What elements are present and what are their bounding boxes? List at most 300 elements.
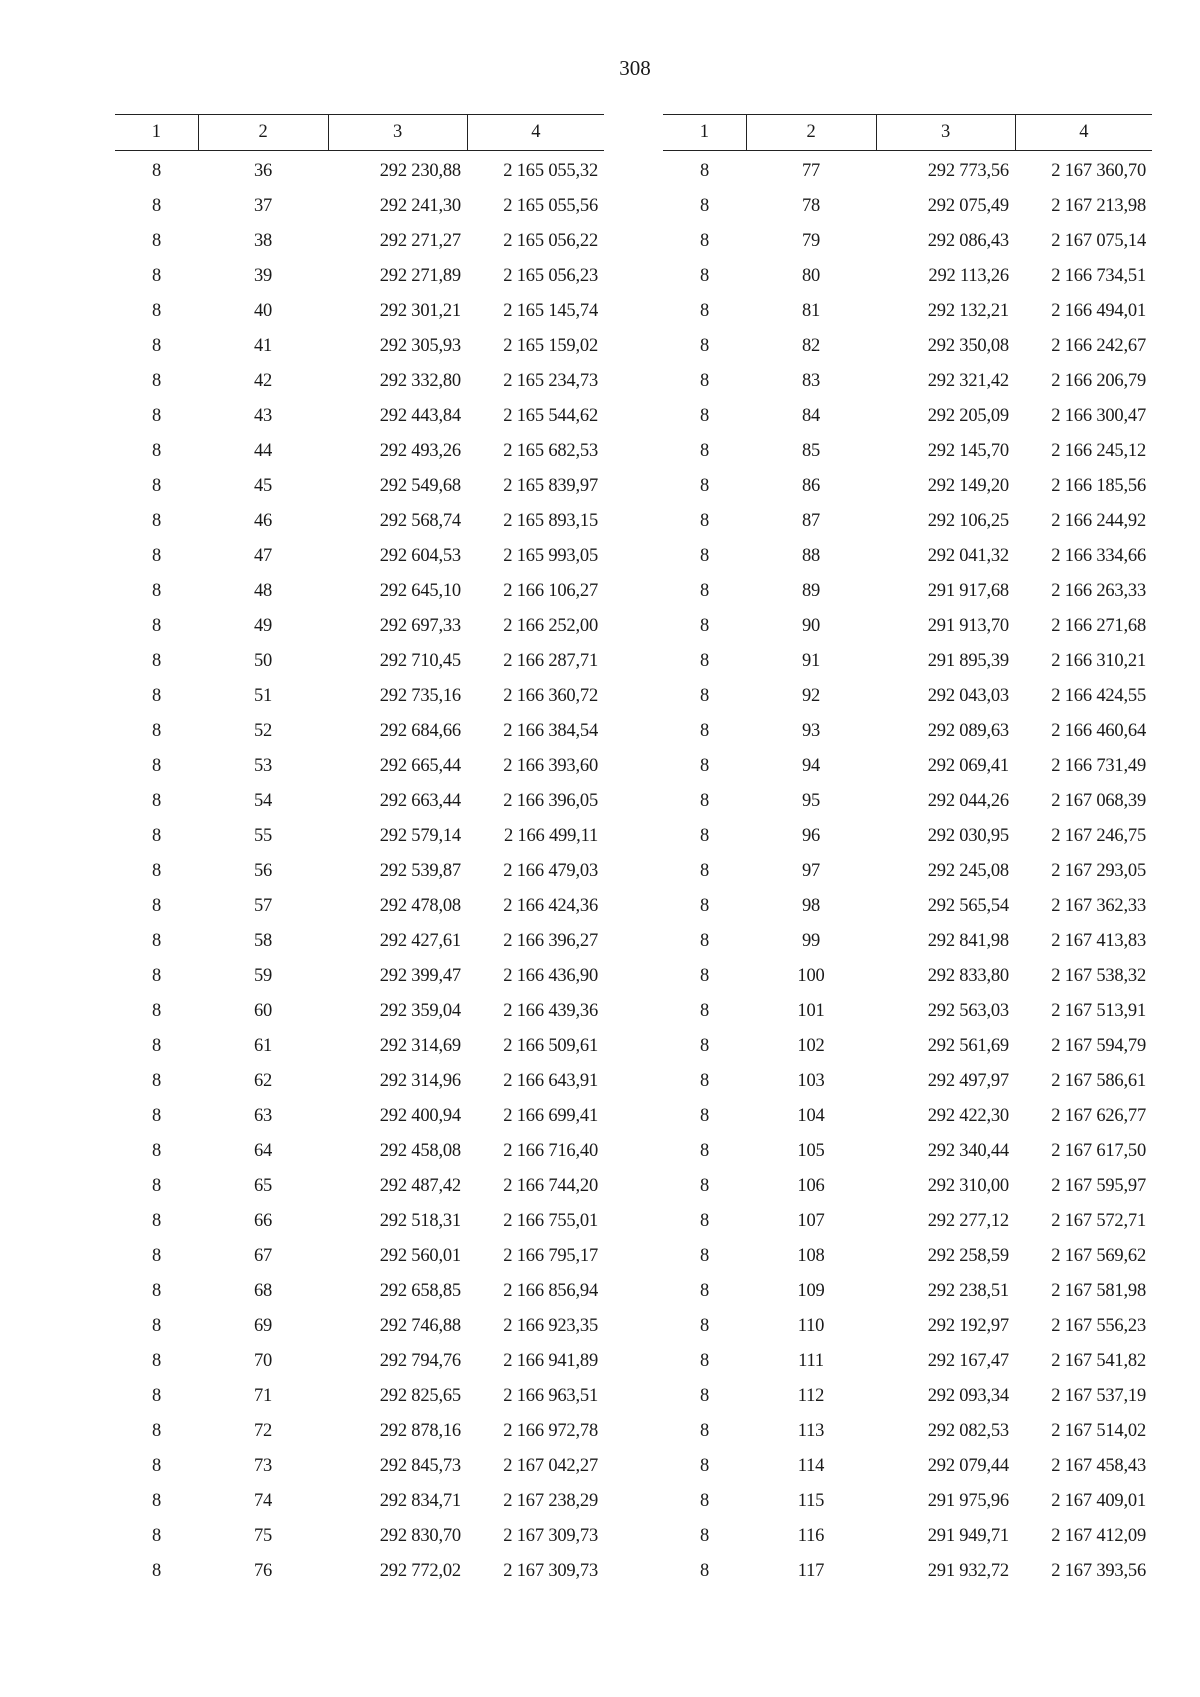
cell-col-2: 86 bbox=[801, 476, 821, 496]
cell-col-3: 292 310,00 bbox=[927, 1176, 1009, 1196]
cell-col-1: 8 bbox=[699, 616, 710, 636]
cell-col-2: 68 bbox=[253, 1281, 273, 1301]
table-row bbox=[663, 469, 1152, 504]
cell-col-3: 292 710,45 bbox=[379, 651, 461, 671]
cell-col-3: 292 332,80 bbox=[379, 371, 461, 391]
header-col-2: 2 bbox=[746, 115, 876, 151]
table-row bbox=[663, 504, 1152, 539]
cell-col-1: 8 bbox=[151, 371, 162, 391]
cell-col-1: 8 bbox=[699, 1316, 710, 1336]
cell-col-3: 292 568,74 bbox=[379, 511, 461, 531]
cell-col-3: 292 350,08 bbox=[927, 336, 1009, 356]
header-col-1: 1 bbox=[663, 115, 746, 151]
cell-col-1: 8 bbox=[151, 1141, 162, 1161]
cell-col-3: 292 314,69 bbox=[379, 1036, 461, 1056]
cell-col-4: 2 166 963,51 bbox=[503, 1386, 598, 1406]
table-row bbox=[663, 574, 1152, 609]
cell-col-4: 2 166 699,41 bbox=[503, 1106, 598, 1126]
cell-col-2: 57 bbox=[253, 896, 273, 916]
cell-col-4: 2 166 252,00 bbox=[503, 616, 598, 636]
cell-col-1: 8 bbox=[151, 196, 162, 216]
cell-col-3: 292 458,08 bbox=[379, 1141, 461, 1161]
table-row bbox=[115, 574, 604, 609]
cell-col-1: 8 bbox=[151, 1491, 162, 1511]
cell-col-4: 2 167 413,83 bbox=[1051, 931, 1146, 951]
cell-col-4: 2 167 409,01 bbox=[1051, 1491, 1146, 1511]
table-row bbox=[115, 189, 604, 224]
cell-col-3: 292 044,26 bbox=[927, 791, 1009, 811]
cell-col-3: 292 772,02 bbox=[379, 1561, 461, 1581]
cell-col-3: 292 271,89 bbox=[379, 266, 461, 286]
table-row bbox=[663, 294, 1152, 329]
cell-col-4: 2 166 263,33 bbox=[1051, 581, 1146, 601]
table-row bbox=[115, 854, 604, 889]
cell-col-1: 8 bbox=[699, 1001, 710, 1021]
coordinates-table-right bbox=[663, 114, 1152, 1589]
cell-col-4: 2 167 075,14 bbox=[1051, 231, 1146, 251]
cell-col-1: 8 bbox=[151, 1421, 162, 1441]
table-row bbox=[663, 1554, 1152, 1589]
table-row bbox=[115, 399, 604, 434]
cell-col-4: 2 167 581,98 bbox=[1051, 1281, 1146, 1301]
cell-col-2: 51 bbox=[253, 686, 273, 706]
cell-col-4: 2 165 145,74 bbox=[503, 301, 598, 321]
cell-col-1: 8 bbox=[151, 1281, 162, 1301]
cell-col-3: 292 563,03 bbox=[927, 1001, 1009, 1021]
cell-col-2: 78 bbox=[801, 196, 821, 216]
cell-col-1: 8 bbox=[699, 336, 710, 356]
cell-col-4: 2 165 055,56 bbox=[503, 196, 598, 216]
cell-col-4: 2 167 537,19 bbox=[1051, 1386, 1146, 1406]
cell-col-3: 292 773,56 bbox=[927, 161, 1009, 181]
cell-col-1: 8 bbox=[151, 511, 162, 531]
cell-col-1: 8 bbox=[699, 1176, 710, 1196]
table-header bbox=[663, 115, 1152, 151]
cell-col-2: 63 bbox=[253, 1106, 273, 1126]
cell-col-2: 110 bbox=[797, 1316, 825, 1336]
cell-col-4: 2 166 479,03 bbox=[503, 861, 598, 881]
cell-col-1: 8 bbox=[699, 896, 710, 916]
cell-col-2: 46 bbox=[253, 511, 273, 531]
cell-col-2: 89 bbox=[801, 581, 821, 601]
cell-col-4: 2 166 436,90 bbox=[503, 966, 598, 986]
cell-col-3: 292 305,93 bbox=[379, 336, 461, 356]
header-col-2: 2 bbox=[198, 115, 328, 151]
cell-col-4: 2 167 538,32 bbox=[1051, 966, 1146, 986]
cell-col-4: 2 165 839,97 bbox=[503, 476, 598, 496]
cell-col-1: 8 bbox=[699, 301, 710, 321]
cell-col-2: 76 bbox=[253, 1561, 273, 1581]
cell-col-3: 291 913,70 bbox=[927, 616, 1009, 636]
cell-col-3: 292 561,69 bbox=[927, 1036, 1009, 1056]
table-row bbox=[115, 224, 604, 259]
cell-col-3: 291 975,96 bbox=[927, 1491, 1009, 1511]
cell-col-4: 2 165 893,15 bbox=[503, 511, 598, 531]
cell-col-2: 79 bbox=[801, 231, 821, 251]
table-row bbox=[663, 1414, 1152, 1449]
cell-col-3: 292 825,65 bbox=[379, 1386, 461, 1406]
cell-col-3: 292 565,54 bbox=[927, 896, 1009, 916]
cell-col-1: 8 bbox=[151, 476, 162, 496]
table-row bbox=[115, 609, 604, 644]
cell-col-2: 83 bbox=[801, 371, 821, 391]
cell-col-4: 2 166 310,21 bbox=[1051, 651, 1146, 671]
table-row bbox=[115, 364, 604, 399]
cell-col-1: 8 bbox=[699, 1421, 710, 1441]
cell-col-2: 103 bbox=[797, 1071, 825, 1091]
table-row bbox=[663, 679, 1152, 714]
cell-col-4: 2 167 042,27 bbox=[503, 1456, 598, 1476]
cell-col-3: 292 604,53 bbox=[379, 546, 461, 566]
cell-col-2: 90 bbox=[801, 616, 821, 636]
cell-col-3: 292 241,30 bbox=[379, 196, 461, 216]
cell-col-3: 292 079,44 bbox=[927, 1456, 1009, 1476]
table-row bbox=[115, 1449, 604, 1484]
cell-col-4: 2 165 234,73 bbox=[503, 371, 598, 391]
cell-col-3: 292 422,30 bbox=[927, 1106, 1009, 1126]
table-row bbox=[663, 644, 1152, 679]
cell-col-1: 8 bbox=[699, 791, 710, 811]
cell-col-3: 292 427,61 bbox=[379, 931, 461, 951]
table-header bbox=[115, 115, 604, 151]
cell-col-4: 2 165 159,02 bbox=[503, 336, 598, 356]
cell-col-1: 8 bbox=[699, 1386, 710, 1406]
table-row bbox=[663, 994, 1152, 1029]
cell-col-2: 41 bbox=[253, 336, 273, 356]
cell-col-4: 2 166 271,68 bbox=[1051, 616, 1146, 636]
cell-col-2: 84 bbox=[801, 406, 821, 426]
cell-col-1: 8 bbox=[151, 1561, 162, 1581]
table-row bbox=[663, 609, 1152, 644]
cell-col-4: 2 166 731,49 bbox=[1051, 756, 1146, 776]
cell-col-3: 292 399,47 bbox=[379, 966, 461, 986]
cell-col-1: 8 bbox=[151, 441, 162, 461]
table-row bbox=[115, 1309, 604, 1344]
cell-col-4: 2 166 509,61 bbox=[503, 1036, 598, 1056]
cell-col-1: 8 bbox=[151, 1526, 162, 1546]
cell-col-2: 38 bbox=[253, 231, 273, 251]
cell-col-3: 292 443,84 bbox=[379, 406, 461, 426]
cell-col-3: 291 932,72 bbox=[927, 1561, 1009, 1581]
cell-col-3: 292 167,47 bbox=[927, 1351, 1009, 1371]
cell-col-2: 104 bbox=[797, 1106, 825, 1126]
cell-col-3: 292 069,41 bbox=[927, 756, 1009, 776]
cell-col-1: 8 bbox=[699, 721, 710, 741]
cell-col-1: 8 bbox=[699, 966, 710, 986]
table-row bbox=[115, 1379, 604, 1414]
table-row bbox=[115, 924, 604, 959]
cell-col-3: 292 841,98 bbox=[927, 931, 1009, 951]
cell-col-3: 292 041,32 bbox=[927, 546, 1009, 566]
cell-col-4: 2 166 744,20 bbox=[503, 1176, 598, 1196]
cell-col-3: 292 030,95 bbox=[927, 826, 1009, 846]
cell-col-3: 292 493,26 bbox=[379, 441, 461, 461]
table-row bbox=[115, 959, 604, 994]
cell-col-1: 8 bbox=[151, 966, 162, 986]
cell-col-2: 88 bbox=[801, 546, 821, 566]
cell-col-2: 113 bbox=[797, 1421, 825, 1441]
table-row bbox=[115, 1274, 604, 1309]
cell-col-4: 2 167 595,97 bbox=[1051, 1176, 1146, 1196]
cell-col-2: 106 bbox=[797, 1176, 825, 1196]
cell-col-2: 55 bbox=[253, 826, 273, 846]
cell-col-1: 8 bbox=[699, 511, 710, 531]
cell-col-4: 2 166 941,89 bbox=[503, 1351, 598, 1371]
cell-col-2: 77 bbox=[801, 161, 821, 181]
cell-col-2: 60 bbox=[253, 1001, 273, 1021]
cell-col-2: 52 bbox=[253, 721, 273, 741]
table-row bbox=[115, 434, 604, 469]
cell-col-2: 73 bbox=[253, 1456, 273, 1476]
cell-col-2: 87 bbox=[801, 511, 821, 531]
cell-col-3: 292 665,44 bbox=[379, 756, 461, 776]
cell-col-1: 8 bbox=[699, 826, 710, 846]
cell-col-4: 2 166 360,72 bbox=[503, 686, 598, 706]
cell-col-1: 8 bbox=[151, 266, 162, 286]
page-number: 308 bbox=[619, 56, 651, 80]
cell-col-1: 8 bbox=[151, 336, 162, 356]
cell-col-4: 2 167 238,29 bbox=[503, 1491, 598, 1511]
cell-col-4: 2 167 594,79 bbox=[1051, 1036, 1146, 1056]
cell-col-1: 8 bbox=[151, 686, 162, 706]
cell-col-3: 292 106,25 bbox=[927, 511, 1009, 531]
cell-col-1: 8 bbox=[699, 406, 710, 426]
cell-col-2: 91 bbox=[801, 651, 821, 671]
cell-col-3: 292 735,16 bbox=[379, 686, 461, 706]
cell-col-2: 36 bbox=[253, 161, 273, 181]
cell-col-2: 115 bbox=[797, 1491, 825, 1511]
table-row bbox=[663, 1274, 1152, 1309]
cell-col-4: 2 166 396,05 bbox=[503, 791, 598, 811]
cell-col-1: 8 bbox=[151, 546, 162, 566]
cell-col-1: 8 bbox=[151, 1106, 162, 1126]
table-row bbox=[115, 1484, 604, 1519]
table-row bbox=[663, 714, 1152, 749]
table-row bbox=[115, 819, 604, 854]
table-row bbox=[663, 364, 1152, 399]
header-col-4: 4 bbox=[467, 115, 604, 151]
cell-col-3: 292 878,16 bbox=[379, 1421, 461, 1441]
cell-col-4: 2 166 439,36 bbox=[503, 1001, 598, 1021]
cell-col-1: 8 bbox=[699, 196, 710, 216]
cell-col-2: 48 bbox=[253, 581, 273, 601]
cell-col-3: 291 917,68 bbox=[927, 581, 1009, 601]
cell-col-2: 71 bbox=[253, 1386, 273, 1406]
cell-col-1: 8 bbox=[699, 756, 710, 776]
cell-col-1: 8 bbox=[699, 441, 710, 461]
cell-col-3: 292 845,73 bbox=[379, 1456, 461, 1476]
cell-col-3: 292 238,51 bbox=[927, 1281, 1009, 1301]
cell-col-2: 75 bbox=[253, 1526, 273, 1546]
table-row bbox=[663, 784, 1152, 819]
cell-col-2: 44 bbox=[253, 441, 273, 461]
cell-col-3: 292 549,68 bbox=[379, 476, 461, 496]
cell-col-2: 99 bbox=[801, 931, 821, 951]
cell-col-4: 2 167 246,75 bbox=[1051, 826, 1146, 846]
cell-col-4: 2 166 460,64 bbox=[1051, 721, 1146, 741]
table-row bbox=[115, 151, 604, 190]
table-row bbox=[115, 889, 604, 924]
cell-col-4: 2 166 856,94 bbox=[503, 1281, 598, 1301]
cell-col-4: 2 166 334,66 bbox=[1051, 546, 1146, 566]
cell-col-4: 2 167 572,71 bbox=[1051, 1211, 1146, 1231]
cell-col-4: 2 167 213,98 bbox=[1051, 196, 1146, 216]
cell-col-3: 292 487,42 bbox=[379, 1176, 461, 1196]
table-row bbox=[663, 749, 1152, 784]
cell-col-4: 2 166 795,17 bbox=[503, 1246, 598, 1266]
cell-col-2: 85 bbox=[801, 441, 821, 461]
cell-col-1: 8 bbox=[151, 721, 162, 741]
cell-col-2: 100 bbox=[797, 966, 825, 986]
cell-col-4: 2 165 993,05 bbox=[503, 546, 598, 566]
cell-col-4: 2 166 300,47 bbox=[1051, 406, 1146, 426]
cell-col-4: 2 166 185,56 bbox=[1051, 476, 1146, 496]
cell-col-4: 2 166 643,91 bbox=[503, 1071, 598, 1091]
cell-col-2: 40 bbox=[253, 301, 273, 321]
table-row bbox=[115, 504, 604, 539]
cell-col-2: 61 bbox=[253, 1036, 273, 1056]
table-row bbox=[663, 399, 1152, 434]
cell-col-3: 292 245,08 bbox=[927, 861, 1009, 881]
table-row bbox=[115, 294, 604, 329]
cell-col-1: 8 bbox=[151, 651, 162, 671]
header-col-1: 1 bbox=[115, 115, 198, 151]
cell-col-1: 8 bbox=[151, 301, 162, 321]
table-row bbox=[663, 329, 1152, 364]
table-row bbox=[663, 1309, 1152, 1344]
table-row bbox=[663, 151, 1152, 190]
cell-col-4: 2 166 396,27 bbox=[503, 931, 598, 951]
table-row bbox=[115, 539, 604, 574]
table-row bbox=[115, 1029, 604, 1064]
cell-col-4: 2 166 424,55 bbox=[1051, 686, 1146, 706]
cell-col-2: 54 bbox=[253, 791, 273, 811]
cell-col-1: 8 bbox=[699, 1106, 710, 1126]
cell-col-2: 74 bbox=[253, 1491, 273, 1511]
cell-col-3: 292 834,71 bbox=[379, 1491, 461, 1511]
cell-col-3: 292 684,66 bbox=[379, 721, 461, 741]
cell-col-2: 101 bbox=[797, 1001, 825, 1021]
cell-col-4: 2 167 626,77 bbox=[1051, 1106, 1146, 1126]
table-row bbox=[115, 329, 604, 364]
cell-col-3: 291 895,39 bbox=[927, 651, 1009, 671]
cell-col-4: 2 167 068,39 bbox=[1051, 791, 1146, 811]
table-row bbox=[663, 1029, 1152, 1064]
table-row bbox=[663, 1064, 1152, 1099]
table-row bbox=[115, 1344, 604, 1379]
cell-col-2: 42 bbox=[253, 371, 273, 391]
cell-col-4: 2 167 541,82 bbox=[1051, 1351, 1146, 1371]
cell-col-1: 8 bbox=[699, 546, 710, 566]
cell-col-2: 111 bbox=[798, 1351, 824, 1371]
cell-col-1: 8 bbox=[151, 161, 162, 181]
cell-col-2: 49 bbox=[253, 616, 273, 636]
table-row bbox=[115, 1414, 604, 1449]
cell-col-2: 105 bbox=[797, 1141, 825, 1161]
table-row bbox=[663, 224, 1152, 259]
cell-col-2: 72 bbox=[253, 1421, 273, 1441]
cell-col-2: 97 bbox=[801, 861, 821, 881]
table-body-left bbox=[115, 151, 604, 1590]
cell-col-1: 8 bbox=[699, 1281, 710, 1301]
cell-col-3: 292 359,04 bbox=[379, 1001, 461, 1021]
cell-col-1: 8 bbox=[151, 1001, 162, 1021]
cell-col-2: 53 bbox=[253, 756, 273, 776]
cell-col-4: 2 166 755,01 bbox=[503, 1211, 598, 1231]
cell-col-1: 8 bbox=[699, 1561, 710, 1581]
table-row bbox=[663, 889, 1152, 924]
cell-col-4: 2 166 923,35 bbox=[503, 1316, 598, 1336]
cell-col-2: 108 bbox=[797, 1246, 825, 1266]
cell-col-2: 94 bbox=[801, 756, 821, 776]
cell-col-2: 80 bbox=[801, 266, 821, 286]
table-row bbox=[115, 749, 604, 784]
table-row bbox=[663, 1379, 1152, 1414]
table-row bbox=[115, 1554, 604, 1589]
table-row bbox=[663, 854, 1152, 889]
cell-col-2: 66 bbox=[253, 1211, 273, 1231]
cell-col-3: 292 497,97 bbox=[927, 1071, 1009, 1091]
cell-col-3: 292 579,14 bbox=[379, 826, 461, 846]
cell-col-3: 292 697,33 bbox=[379, 616, 461, 636]
cell-col-4: 2 165 544,62 bbox=[503, 406, 598, 426]
cell-col-2: 65 bbox=[253, 1176, 273, 1196]
cell-col-1: 8 bbox=[151, 1316, 162, 1336]
cell-col-3: 292 145,70 bbox=[927, 441, 1009, 461]
cell-col-1: 8 bbox=[151, 616, 162, 636]
cell-col-2: 114 bbox=[797, 1456, 825, 1476]
cell-col-3: 292 230,88 bbox=[379, 161, 461, 181]
cell-col-4: 2 166 245,12 bbox=[1051, 441, 1146, 461]
cell-col-4: 2 167 586,61 bbox=[1051, 1071, 1146, 1091]
table-row bbox=[663, 1134, 1152, 1169]
cell-col-4: 2 167 293,05 bbox=[1051, 861, 1146, 881]
cell-col-2: 93 bbox=[801, 721, 821, 741]
cell-col-1: 8 bbox=[699, 1036, 710, 1056]
cell-col-1: 8 bbox=[151, 1456, 162, 1476]
header-col-4: 4 bbox=[1015, 115, 1152, 151]
cell-col-2: 69 bbox=[253, 1316, 273, 1336]
cell-col-1: 8 bbox=[151, 896, 162, 916]
cell-col-3: 292 560,01 bbox=[379, 1246, 461, 1266]
table-row bbox=[663, 539, 1152, 574]
cell-col-3: 292 539,87 bbox=[379, 861, 461, 881]
table-row bbox=[115, 1239, 604, 1274]
cell-col-4: 2 166 287,71 bbox=[503, 651, 598, 671]
cell-col-3: 292 277,12 bbox=[927, 1211, 1009, 1231]
cell-col-3: 292 082,53 bbox=[927, 1421, 1009, 1441]
cell-col-4: 2 167 514,02 bbox=[1051, 1421, 1146, 1441]
cell-col-4: 2 166 734,51 bbox=[1051, 266, 1146, 286]
cell-col-3: 292 746,88 bbox=[379, 1316, 461, 1336]
table-row bbox=[115, 714, 604, 749]
cell-col-4: 2 167 309,73 bbox=[503, 1526, 598, 1546]
cell-col-1: 8 bbox=[151, 931, 162, 951]
cell-col-4: 2 167 360,70 bbox=[1051, 161, 1146, 181]
cell-col-4: 2 167 458,43 bbox=[1051, 1456, 1146, 1476]
cell-col-2: 62 bbox=[253, 1071, 273, 1091]
table-row bbox=[115, 644, 604, 679]
cell-col-4: 2 166 494,01 bbox=[1051, 301, 1146, 321]
cell-col-3: 292 830,70 bbox=[379, 1526, 461, 1546]
table-row bbox=[663, 1239, 1152, 1274]
cell-col-3: 292 518,31 bbox=[379, 1211, 461, 1231]
cell-col-4: 2 167 362,33 bbox=[1051, 896, 1146, 916]
cell-col-1: 8 bbox=[699, 1141, 710, 1161]
table-row bbox=[663, 1344, 1152, 1379]
cell-col-4: 2 165 056,23 bbox=[503, 266, 598, 286]
cell-col-3: 292 271,27 bbox=[379, 231, 461, 251]
